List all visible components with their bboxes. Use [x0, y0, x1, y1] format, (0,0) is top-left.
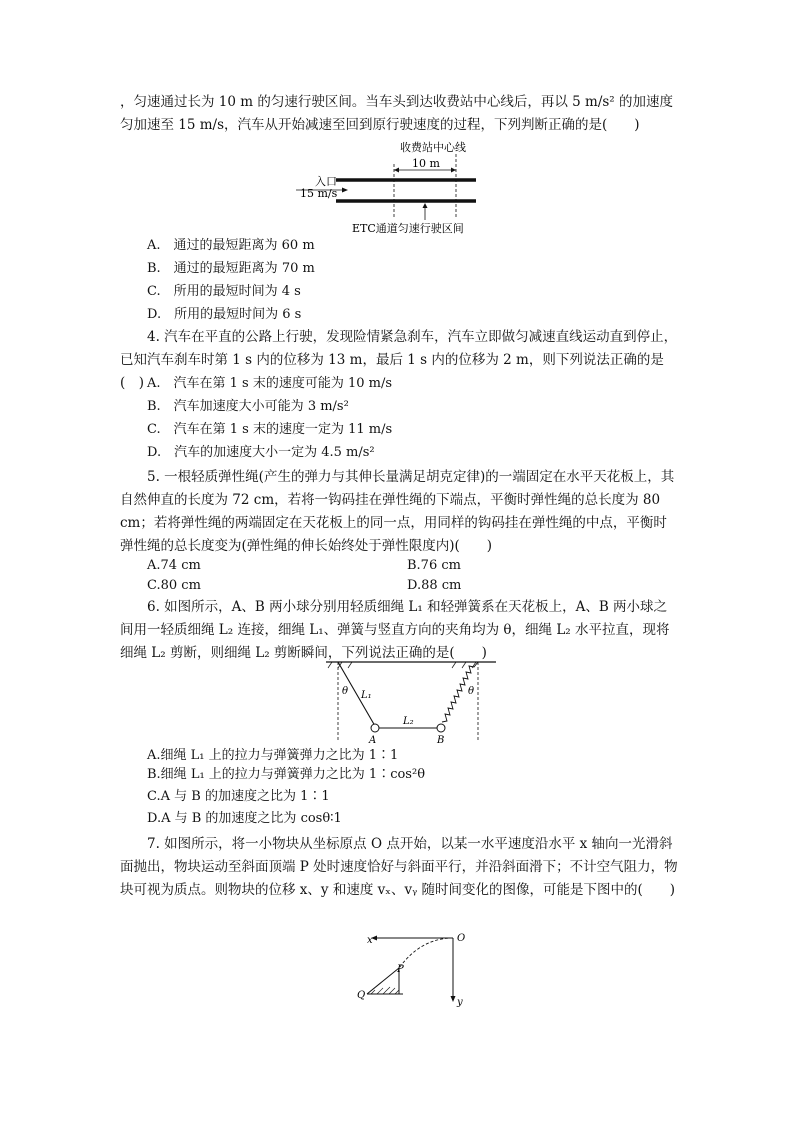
q4-option-d: D. 汽车的加速度大小一定为 4.5 m/s²	[147, 445, 375, 460]
q4-option-c: C. 汽车在第 1 s 末的速度一定为 11 m/s	[147, 422, 393, 437]
q3-option-d: D. 所用的最短时间为 6 s	[147, 307, 302, 322]
incline	[367, 968, 399, 994]
center-line-label: 收费站中心线	[400, 141, 466, 154]
q4-option-a: A. 汽车在第 1 s 末的速度可能为 10 m/s	[147, 376, 393, 391]
q5-option-d: D.88 cm	[407, 578, 462, 593]
zone-label: ETC通道匀速行驶区间	[352, 222, 464, 235]
etc-lane-diagram	[288, 140, 508, 236]
q7-figure	[353, 928, 473, 1008]
q6-option-c: C.A 与 B 的加速度之比为 1∶1	[147, 789, 330, 804]
theta-left-label: θ	[342, 686, 349, 697]
q4-option-b: B. 汽车加速度大小可能为 3 m/s²	[147, 399, 349, 414]
l2-label: L₂	[403, 716, 414, 727]
ball-b	[437, 724, 445, 732]
q3-text: ，匀速通过长为 10 m 的匀速行驶区间。当车头到达收费站中心线后，再以 5 m/s² 的加速度匀加速至 15 m/s，汽车从开始减速至回到原行驶速度的过程，下列判断正确的是( )	[120, 94, 674, 133]
q3-option-c: C. 所用的最短时间为 4 s	[147, 284, 301, 299]
q3-option-b: B. 通过的最短距离为 70 m	[147, 261, 315, 276]
q5-text: 5. 一根轻质弹性绳(产生的弹力与其伸长量满足胡克定律)的一端固定在水平天花板上，其自然伸直的长度为 72 cm，若将一钩码挂在弹性绳的下端点，平衡时弹性绳的总长度为 80 cm；若将弹性绳的两端固定在天花板上的同一点，用同样的钩码挂在弹性绳的中点，平衡时弹性绳的总长度变为(弹性绳的伸长始终处于弹性限度内)( )	[120, 469, 675, 554]
q5-option-a: A.74 cm	[147, 558, 201, 573]
a-label: A	[369, 735, 377, 744]
x-label: x	[367, 935, 373, 946]
q4-text: 4. 汽车在平直的公路上行驶，发现险情紧急刹车，汽车立即做匀减速直线运动直到停止，已知汽车刹车时第 1 s 内的位移为 13 m，最后 1 s 内的位移为 2 m，则下列说法正确的是( )	[120, 329, 678, 391]
trajectory	[399, 938, 453, 968]
q5-option-c: C.80 cm	[147, 578, 201, 593]
p-label: P	[397, 964, 404, 975]
q6-figure	[326, 660, 496, 744]
q6-option-b: B.细绳 L₁ 上的拉力与弹簧弹力之比为 1∶cos²θ	[147, 767, 426, 782]
speed-label: 15 m/s	[300, 187, 338, 200]
q3-etc-figure	[288, 140, 508, 236]
q7-text: 7. 如图所示，将一小物块从坐标原点 O 点开始，以某一水平速度沿水平 x 轴向一光滑斜面抛出，物块运动至斜面顶端 P 处时速度恰好与斜面平行，并沿斜面滑下；不计空气阻力，物块可视为质点。则物块的位移 x、y 和速度 vₓ、vᵧ 随时间变化的图像，可能是下图中的( )	[120, 836, 678, 898]
projectile-incline-diagram	[353, 928, 473, 1008]
q5-option-b: B.76 cm	[407, 558, 461, 573]
q6-option-a: A.细绳 L₁ 上的拉力与弹簧弹力之比为 1∶1	[147, 748, 399, 763]
l1-label: L₁	[361, 690, 372, 701]
q6-option-d: D.A 与 B 的加速度之比为 cosθ∶1	[147, 811, 342, 826]
ball-a	[371, 724, 379, 732]
y-label: y	[457, 997, 463, 1008]
q3-option-a: A. 通过的最短距离为 60 m	[147, 238, 315, 253]
q6-text: 6. 如图所示，A、B 两小球分别用轻质细绳 L₁ 和轻弹簧系在天花板上，A、B 两小球之间用一轻质细绳 L₂ 连接，细绳 L₁、弹簧与竖直方向的夹角均为 θ，细绳 L₂ 水平拉直，现将细绳 L₂ 剪断，则细绳 L₂ 剪断瞬间，下列说法正确的是( )	[120, 599, 670, 661]
entrance-label: 入口	[315, 175, 337, 188]
b-label: B	[437, 735, 445, 744]
o-label: O	[457, 933, 466, 944]
balls-rope-spring-diagram	[326, 660, 496, 744]
distance-label: 10 m	[412, 157, 440, 170]
q-label: Q	[357, 990, 366, 1001]
theta-right-label: θ	[468, 686, 475, 697]
